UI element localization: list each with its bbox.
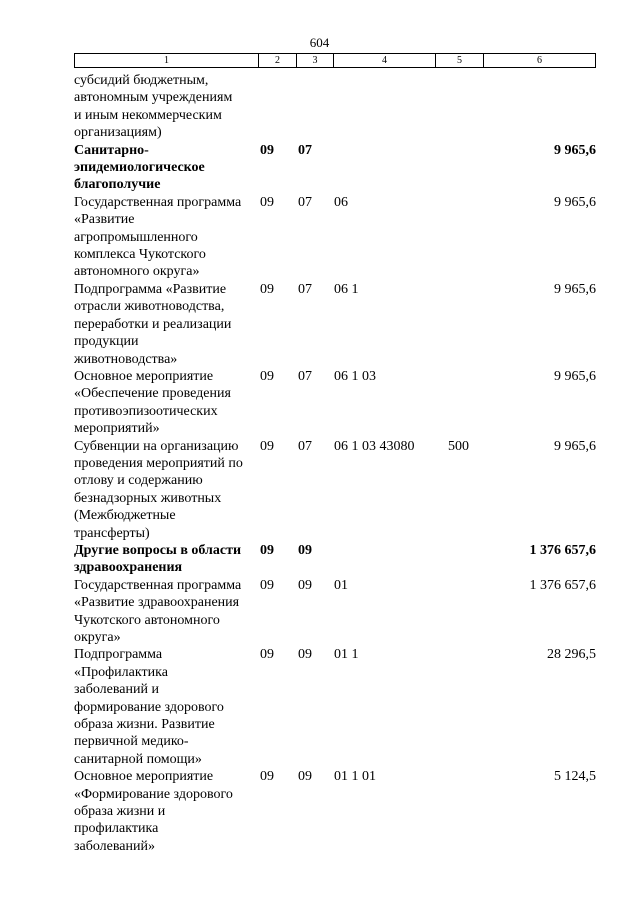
expense-type-code: 500	[448, 438, 469, 454]
subsection-code: 07	[298, 281, 312, 297]
table-row	[74, 194, 604, 281]
subsection-code: 07	[298, 438, 312, 454]
description-line: здравоохранения	[74, 560, 183, 576]
column-header-3: 3	[297, 54, 334, 67]
description-line: субсидий бюджетным,	[74, 73, 209, 88]
amount: 9 965,6	[554, 438, 596, 454]
description-line: Чукотского автономного	[74, 612, 220, 628]
table-row	[74, 768, 604, 855]
table-header	[74, 53, 596, 68]
subsection-code: 09	[298, 542, 312, 558]
table-row	[74, 368, 604, 438]
description-line: организациям)	[74, 125, 162, 141]
row-description	[74, 438, 260, 542]
table-row	[74, 281, 604, 368]
description-line: первичной медико-	[74, 734, 189, 750]
section-code: 09	[260, 769, 274, 785]
description-line: безнадзорных животных	[74, 490, 222, 506]
table-row	[74, 438, 604, 542]
description-line: Подпрограмма «Развитие	[74, 281, 227, 297]
description-line: автономного округа»	[74, 264, 200, 280]
description-line: агропромышленного	[74, 229, 198, 245]
description-line: «Формирование здорового	[74, 786, 233, 802]
description-line: трансферты)	[74, 525, 150, 541]
row-description	[74, 194, 260, 281]
target-article-code: 01 1	[334, 647, 359, 663]
section-code: 09	[260, 281, 274, 297]
description-line: (Межбюджетные	[74, 508, 176, 524]
description-line: Основное мероприятие	[74, 368, 214, 384]
row-description	[74, 281, 260, 368]
subsection-code: 09	[298, 769, 312, 785]
section-code: 09	[260, 142, 274, 158]
subsection-code: 07	[298, 142, 312, 158]
subsection-code: 09	[298, 577, 312, 593]
section-code: 09	[260, 194, 274, 210]
row-description	[74, 72, 260, 142]
description-line: Другие вопросы в области	[74, 542, 242, 558]
target-article-code: 06 1	[334, 281, 359, 297]
column-header-2: 2	[259, 54, 297, 67]
description-line: Субвенции на организацию	[74, 438, 239, 454]
description-line: противоэпизоотических	[74, 403, 218, 419]
description-line: «Профилактика	[74, 664, 168, 680]
amount: 9 965,6	[554, 281, 596, 297]
target-article-code: 01	[334, 577, 348, 593]
target-article-code: 06 1 03 43080	[334, 438, 415, 454]
amount: 28 296,5	[547, 647, 596, 663]
table-row	[74, 72, 604, 142]
amount: 9 965,6	[554, 368, 596, 384]
column-header-1: 1	[75, 54, 259, 67]
description-line: проведения мероприятий по	[74, 455, 243, 471]
table-row	[74, 646, 604, 768]
row-description	[74, 368, 260, 438]
column-header-5: 5	[436, 54, 484, 67]
row-description	[74, 768, 260, 855]
row-description	[74, 142, 260, 194]
target-article-code: 01 1 01	[334, 769, 376, 785]
row-description	[74, 646, 260, 768]
description-line: «Обеспечение проведения	[74, 386, 231, 402]
description-line: санитарной помощи»	[74, 751, 202, 767]
row-description	[74, 542, 260, 577]
subsection-code: 07	[298, 368, 312, 384]
description-line: формирование здорового	[74, 699, 224, 715]
description-line: продукции	[74, 334, 139, 350]
target-article-code: 06	[334, 194, 348, 210]
row-description	[74, 577, 260, 647]
table-row	[74, 577, 604, 647]
target-article-code: 06 1 03	[334, 368, 376, 384]
section-code: 09	[260, 542, 274, 558]
description-line: переработки и реализации	[74, 316, 232, 332]
description-line: заболеваний»	[74, 838, 155, 854]
table-row	[74, 142, 604, 194]
description-line: «Развитие здравоохранения	[74, 595, 240, 611]
description-line: животноводства»	[74, 351, 178, 367]
amount: 5 124,5	[554, 769, 596, 785]
section-code: 09	[260, 368, 274, 384]
section-code: 09	[260, 577, 274, 593]
description-line: комплекса Чукотского	[74, 247, 206, 263]
amount: 1 376 657,6	[529, 542, 596, 558]
description-line: Основное мероприятие	[74, 769, 214, 785]
description-line: и иным некоммерческим	[74, 107, 222, 123]
description-line: отрасли животноводства,	[74, 299, 225, 315]
description-line: образа жизни. Развитие	[74, 717, 215, 733]
description-line: отлову и содержанию	[74, 473, 203, 489]
section-code: 09	[260, 438, 274, 454]
description-line: мероприятий»	[74, 421, 160, 437]
description-line: эпидемиологическое	[74, 160, 205, 176]
budget-table-body	[74, 72, 604, 855]
description-line: автономным учреждениям	[74, 90, 233, 106]
description-line: образа жизни и	[74, 804, 166, 820]
description-line: Подпрограмма	[74, 647, 163, 663]
description-line: Санитарно-	[74, 142, 149, 158]
page-number: 604	[309, 35, 330, 50]
amount: 9 965,6	[554, 142, 596, 158]
description-line: округа»	[74, 630, 121, 645]
amount: 9 965,6	[554, 194, 596, 210]
subsection-code: 09	[298, 647, 312, 663]
description-line: «Развитие	[74, 212, 135, 228]
description-line: Государственная программа	[74, 194, 242, 210]
description-line: заболеваний и	[74, 682, 159, 698]
table-row	[74, 542, 604, 577]
amount: 1 376 657,6	[529, 577, 596, 593]
subsection-code: 07	[298, 194, 312, 210]
description-line: Государственная программа	[74, 577, 242, 593]
section-code: 09	[260, 647, 274, 663]
column-header-6: 6	[537, 55, 542, 66]
description-line: благополучие	[74, 177, 161, 193]
column-header-4: 4	[334, 54, 436, 67]
description-line: профилактика	[74, 821, 159, 837]
